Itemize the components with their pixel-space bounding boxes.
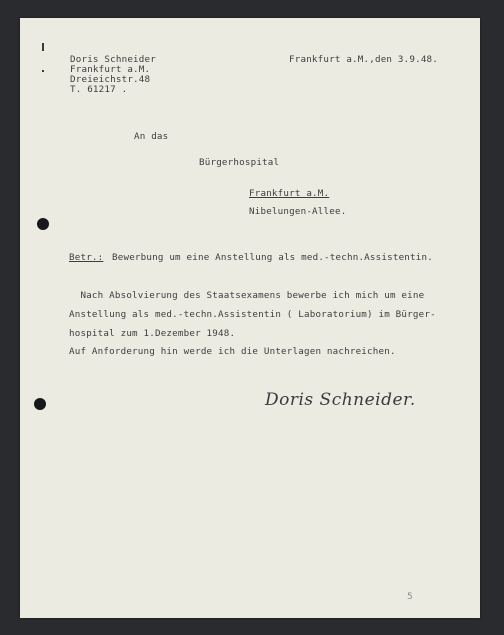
recipient-salutation: An das [134, 131, 169, 142]
recipient-institution: Bürgerhospital [199, 157, 280, 168]
recipient-street: Nibelungen-Allee. [249, 206, 347, 217]
subject-text: Bewerbung um eine Anstellung als med.-techn.Assistentin. [112, 252, 433, 263]
sender-street: Dreieichstr.48 [70, 74, 151, 85]
body-line-1: Nach Absolvierung des Staatsexamens bewerbe ich mich um eine [69, 290, 425, 301]
handwritten-signature: Doris Schneider. [265, 390, 416, 410]
subject-label: Betr.: [69, 252, 104, 263]
page-number: 5 [407, 592, 413, 602]
punch-hole-bottom [34, 398, 46, 410]
sender-city: Frankfurt a.M. [70, 64, 151, 75]
margin-dot [42, 70, 44, 72]
body-line-3: hospital zum 1.Dezember 1948. [69, 328, 236, 339]
sender-name: Doris Schneider [70, 54, 156, 65]
letter-page [20, 18, 480, 618]
sender-phone: T. 61217 . [70, 84, 128, 95]
recipient-city: Frankfurt a.M. [249, 188, 330, 199]
body-line-2: Anstellung als med.-techn.Assistentin ( Laboratorium) im Bürger- [69, 309, 436, 320]
punch-hole-top [37, 218, 49, 230]
margin-mark [42, 43, 44, 51]
body-line-4: Auf Anforderung hin werde ich die Unterlagen nachreichen. [69, 346, 396, 357]
date-line: Frankfurt a.M.,den 3.9.48. [289, 54, 439, 65]
